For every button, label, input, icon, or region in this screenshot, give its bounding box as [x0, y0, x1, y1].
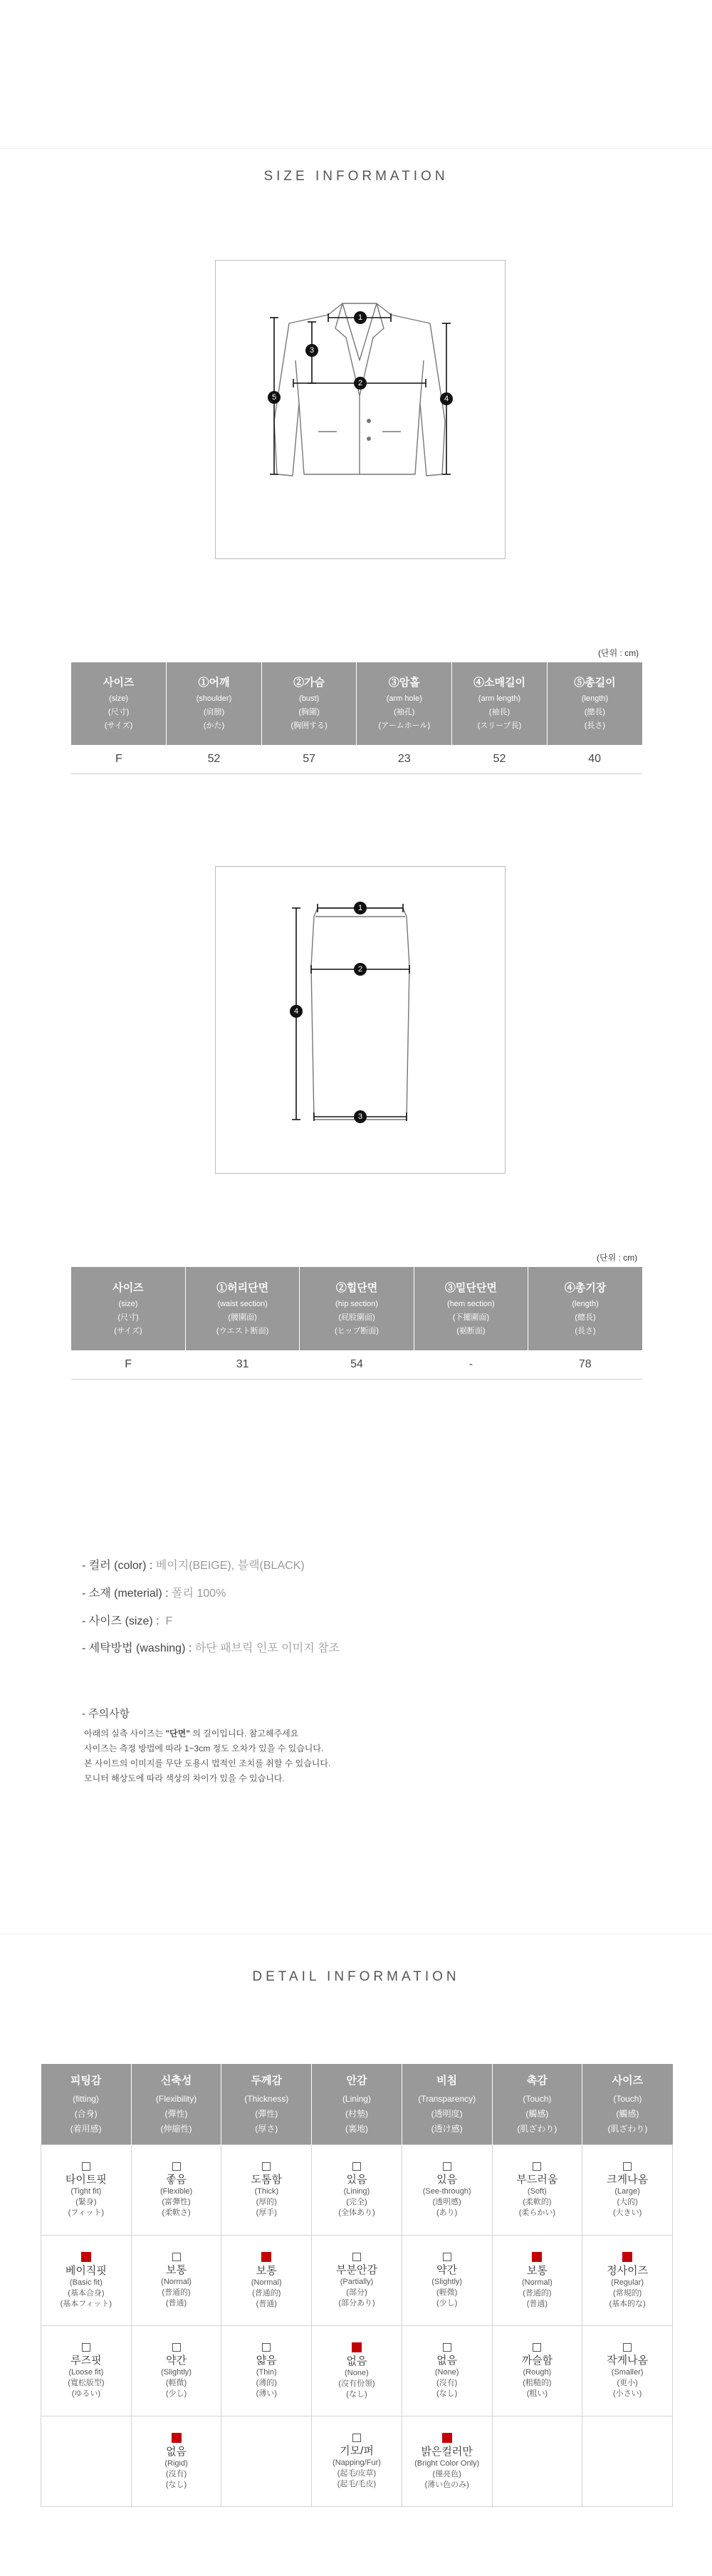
- detail-option: 타이트핏 (Tight fit) (緊身) (フィット): [41, 2162, 131, 2218]
- size-line: - 사이즈 (size) : F: [82, 1615, 173, 1627]
- detail-option: 까슬함 (Rough) (粗糙的) (粗い): [493, 2343, 582, 2399]
- checkbox-icon: [262, 2343, 271, 2352]
- skirt-diagram: [215, 866, 506, 1174]
- checkbox-icon: [623, 2343, 632, 2352]
- header-cell: ③암홀 (arm hole) (袖孔) (アームホール): [357, 662, 452, 745]
- detail-header-cell: 피팅감 (fitting) (合身) (着用感): [41, 2064, 132, 2145]
- detail-header-cell: 비침 (Transparency) (透明度) (透け感): [402, 2064, 492, 2145]
- table-cell: 23: [357, 745, 452, 773]
- table-cell: 78: [528, 1350, 642, 1379]
- detail-option: 있음 (Lining) (完全) (全体あり): [312, 2162, 402, 2218]
- marker-4: 4: [440, 392, 453, 405]
- detail-row: [41, 2145, 673, 2236]
- detail-header-cell: 사이즈 (Touch) (觸感) (肌ざわり): [582, 2064, 673, 2145]
- header-cell: 사이즈 (size) (尺寸) (サイズ): [71, 662, 167, 745]
- checkbox-icon: [443, 2162, 451, 2171]
- detail-table: [41, 2064, 673, 2507]
- header-cell: ②힙단면 (hip section) (屁股圍面) (ヒップ断面): [300, 1267, 414, 1350]
- checkbox-icon: [443, 2253, 451, 2261]
- table-cell: 54: [300, 1350, 414, 1379]
- jacket-diagram: [215, 260, 506, 559]
- material-line: - 소재 (meterial) : 폴리 100%: [82, 1587, 226, 1600]
- detail-cell: [221, 2326, 312, 2416]
- detail-option: 약간 (Slightly) (輕微) (少し): [402, 2253, 492, 2309]
- checkbox-icon: [352, 2253, 361, 2261]
- jacket-size-table: [71, 662, 642, 774]
- skirt-size-table: [71, 1267, 642, 1380]
- marker-5: 5: [268, 391, 281, 404]
- skirt-unit-label: (단위 : cm): [597, 1253, 638, 1263]
- color-line: - 컬러 (color) : 베이지(BEIGE), 블랙(BLACK): [82, 1560, 305, 1572]
- marker-4: 4: [290, 1005, 303, 1018]
- checkbox-icon: [172, 2162, 181, 2171]
- detail-cell: [582, 2416, 673, 2507]
- detail-cell: [41, 2145, 132, 2236]
- detail-header-cell: 두께감 (Thickness) (彈性) (厚さ): [221, 2064, 312, 2145]
- detail-cell: [41, 2236, 132, 2326]
- checkbox-icon: [262, 2162, 271, 2171]
- detail-cell: [312, 2326, 402, 2416]
- detail-cell: [41, 2416, 132, 2507]
- top-divider: [0, 148, 712, 149]
- table-cell: -: [414, 1350, 528, 1379]
- detail-cell: [582, 2326, 673, 2416]
- detail-option: 기모/퍼 (Napping/Fur) (起毛/皮草) (起毛/毛皮): [312, 2434, 402, 2490]
- detail-option: 크게나옴 (Large) (大的) (大きい): [582, 2162, 672, 2218]
- table-row: [71, 1350, 642, 1379]
- jacket-illustration: [216, 261, 505, 558]
- detail-row: [41, 2236, 673, 2326]
- marker-1: 1: [354, 902, 367, 914]
- checked-box-icon: [261, 2252, 271, 2262]
- washing-line: - 세탁방법 (washing) : 하단 패브릭 인포 이미지 참조: [82, 1642, 340, 1654]
- jacket-unit-label: (단위 : cm): [598, 648, 639, 658]
- detail-header-cell: 신축성 (Flexibility) (彈性) (伸縮性): [131, 2064, 221, 2145]
- checkbox-icon: [172, 2253, 181, 2261]
- notice-text: [84, 1726, 330, 1786]
- header-cell: ①어깨 (shoulder) (肩膀) (かた): [167, 662, 262, 745]
- checkbox-icon: [443, 2343, 451, 2352]
- detail-cell: [492, 2236, 582, 2326]
- checked-box-icon: [532, 2252, 542, 2262]
- detail-option: 보통 (Normal) (普通的) (普通): [493, 2252, 582, 2310]
- checkbox-icon: [352, 2434, 361, 2442]
- header-cell: ①허리단면 (waist section) (腰圍面) (ウエスト断面): [185, 1267, 299, 1350]
- detail-cell: [492, 2145, 582, 2236]
- table-cell: 52: [167, 745, 262, 773]
- detail-cell: [492, 2416, 582, 2507]
- header-cell: ③밑단단면 (hem section) (下擺圍面) (裾断面): [414, 1267, 528, 1350]
- checked-box-icon: [81, 2252, 91, 2262]
- table-cell: 52: [452, 745, 548, 773]
- header-cell: ④총기장 (length) (總長) (長さ): [528, 1267, 642, 1350]
- detail-cell: [582, 2236, 673, 2326]
- notice-title: - 주의사항: [82, 1708, 130, 1720]
- detail-option: 루즈핏 (Loose fit) (寬松版型) (ゆるい): [41, 2343, 131, 2399]
- checkbox-icon: [82, 2343, 90, 2352]
- detail-cell: [402, 2416, 492, 2507]
- detail-cell: [492, 2326, 582, 2416]
- detail-option: 보통 (Normal) (普通的) (普通): [132, 2253, 221, 2309]
- checked-box-icon: [352, 2342, 362, 2352]
- table-cell: F: [71, 1350, 185, 1379]
- detail-cell: [131, 2236, 221, 2326]
- marker-2: 2: [354, 377, 367, 390]
- detail-cell: [221, 2416, 312, 2507]
- notice-line: 아래의 실측 사이즈는 "단면" 의 길이입니다. 참고해주세요: [84, 1728, 299, 1738]
- detail-option: 없음 (None) (沒有) (なし): [402, 2343, 492, 2399]
- marker-3: 3: [354, 1110, 367, 1123]
- header-cell: ⑤총길이 (length) (總長) (長さ): [547, 662, 642, 745]
- detail-option: 베이직핏 (Basic fit) (基本合身) (基本フィット): [41, 2252, 131, 2310]
- size-info-heading: SIZE INFORMATION: [263, 169, 449, 184]
- detail-option: 좋음 (Flexible) (富彈性) (柔軟さ): [132, 2162, 221, 2218]
- notice-line: 사이즈는 측정 방법에 따라 1~3cm 정도 오차가 있을 수 있습니다.: [84, 1743, 324, 1753]
- detail-option: 약간 (Slightly) (輕微) (少し): [132, 2343, 221, 2399]
- checked-box-icon: [622, 2252, 632, 2262]
- detail-row: [41, 2326, 673, 2416]
- marker-3: 3: [305, 344, 318, 357]
- checked-box-icon: [442, 2433, 452, 2443]
- marker-1: 1: [354, 311, 367, 324]
- checkbox-icon: [352, 2162, 361, 2171]
- detail-cell: [402, 2326, 492, 2416]
- detail-cell: [131, 2145, 221, 2236]
- table-cell: F: [71, 745, 167, 773]
- detail-option: 정사이즈 (Regular) (常規的) (基本的な): [582, 2252, 672, 2310]
- detail-cell: [312, 2145, 402, 2236]
- table-cell: 31: [185, 1350, 299, 1379]
- detail-header-cell: 촉감 (Touch) (觸感) (肌ざわり): [492, 2064, 582, 2145]
- detail-option: 도톰함 (Thick) (厚的) (厚手): [221, 2162, 311, 2218]
- detail-option: 있음 (See-through) (透明感) (あり): [402, 2162, 492, 2218]
- detail-cell: [402, 2145, 492, 2236]
- checked-box-icon: [172, 2433, 182, 2443]
- checkbox-icon: [623, 2162, 632, 2171]
- detail-info-heading: DETAIL INFORMATION: [252, 1969, 460, 1984]
- table-cell: 40: [547, 745, 642, 773]
- detail-option: 얇음 (Thin) (薄的) (薄い): [221, 2343, 311, 2399]
- detail-cell: [221, 2236, 312, 2326]
- marker-2: 2: [354, 963, 367, 976]
- header-cell: ②가슴 (bust) (胸圍) (胸囲する): [261, 662, 357, 745]
- detail-cell: [402, 2236, 492, 2326]
- detail-option: 부분안감 (Partially) (部分) (部分あり): [312, 2253, 402, 2309]
- detail-cell: [221, 2145, 312, 2236]
- detail-header-cell: 안감 (Lining) (村墊) (裏地): [312, 2064, 402, 2145]
- header-cell: ④소매길이 (arm length) (袖長) (スリーブ長): [452, 662, 548, 745]
- checkbox-icon: [533, 2162, 541, 2171]
- detail-option: 없음 (Rigid) (沒有) (なし): [132, 2433, 221, 2491]
- detail-cell: [312, 2236, 402, 2326]
- detail-option: 보통 (Normal) (普通的) (普通): [221, 2252, 311, 2310]
- detail-option: 작게나옴 (Smaller) (更小) (小さい): [582, 2343, 672, 2399]
- detail-row: [41, 2416, 673, 2507]
- detail-option: 부드러움 (Soft) (柔軟的) (柔らかい): [493, 2162, 582, 2218]
- detail-cell: [312, 2416, 402, 2507]
- detail-cell: [131, 2326, 221, 2416]
- checkbox-icon: [172, 2343, 181, 2352]
- notice-line: 모니터 해상도에 따라 색상의 차이가 있을 수 있습니다.: [84, 1773, 285, 1783]
- table-row: [71, 745, 642, 773]
- notice-line: 본 사이트의 이미지를 무단 도용시 법적인 조치를 취할 수 있습니다.: [84, 1758, 331, 1768]
- checkbox-icon: [533, 2343, 541, 2352]
- detail-option: 밝은컬러만 (Bright Color Only) (僅亮色) (薄い色のみ): [402, 2433, 492, 2491]
- header-cell: 사이즈 (size) (尺寸) (サイズ): [71, 1267, 185, 1350]
- checkbox-icon: [82, 2162, 90, 2171]
- detail-option: 없음 (None) (沒有份領) (なし): [312, 2342, 402, 2400]
- table-cell: 57: [261, 745, 357, 773]
- detail-cell: [131, 2416, 221, 2507]
- detail-cell: [41, 2326, 132, 2416]
- detail-cell: [582, 2145, 673, 2236]
